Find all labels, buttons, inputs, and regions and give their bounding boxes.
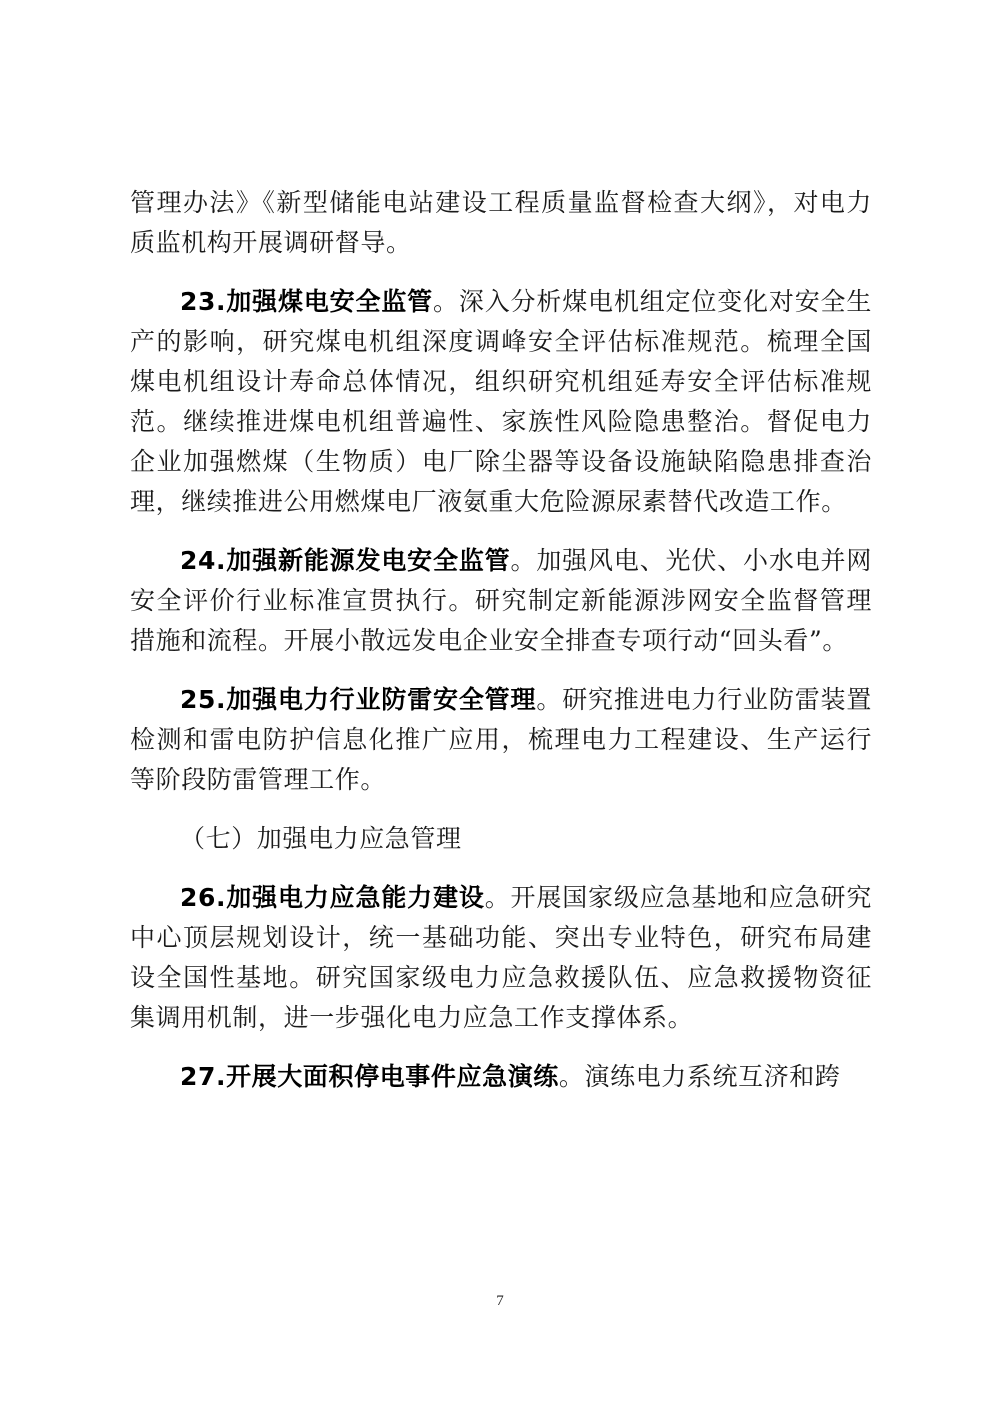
paragraph-title: 25.加强电力行业防雷安全管理 bbox=[180, 685, 537, 714]
paragraph-26 bbox=[130, 878, 872, 1038]
paragraph-text: 。深入分析煤电机组定位变化对安全生产的影响，研究煤电机组深度调峰安全评估标准规范。梳理全国煤电机组设计寿命总体情况，组织研究机组延寿安全评估标准规范。继续推进煤电机组普遍性、家族性风险隐患整治。督促电力企业加强燃煤（生物质）电厂除尘器等设备设施缺陷隐患排查治理，继续推进公用燃煤电厂液氨重大危险源尿素替代改造工作。 bbox=[130, 287, 872, 516]
paragraph-text: 。加强风电、光伏、小水电并网安全评价行业标准宣贯执行。研究制定新能源涉网安全监督管理措施和流程。开展小散远发电企业安全排查专项行动“回头看”。 bbox=[130, 546, 872, 655]
paragraph-27 bbox=[130, 1057, 872, 1097]
paragraph-text: 。开展国家级应急基地和应急研究中心顶层规划设计，统一基础功能、突出专业特色，研究布局建设全国性基地。研究国家级电力应急救援队伍、应急救援物资征集调用机制，进一步强化电力应急工作支撑体系。 bbox=[130, 883, 872, 1032]
page-body bbox=[130, 183, 872, 1116]
paragraph-continuation bbox=[130, 183, 872, 263]
paragraph-title: 24.加强新能源发电安全监管 bbox=[180, 546, 511, 575]
paragraph-text: 。演练电力系统互济和跨 bbox=[558, 1062, 841, 1091]
paragraph-25 bbox=[130, 680, 872, 800]
page-number: 7 bbox=[496, 1293, 504, 1309]
paragraph-23 bbox=[130, 282, 872, 522]
paragraph-title: 26.加强电力应急能力建设 bbox=[180, 883, 485, 912]
paragraph-text: 。研究推进电力行业防雷装置检测和雷电防护信息化推广应用，梳理电力工程建设、生产运行等阶段防雷管理工作。 bbox=[130, 685, 872, 794]
paragraph-title: 23.加强煤电安全监管 bbox=[180, 287, 434, 316]
paragraph-text: 管理办法》《新型储能电站建设工程质量监督检查大纲》，对电力质监机构开展调研督导。 bbox=[130, 188, 872, 257]
section-heading: （七）加强电力应急管理 bbox=[180, 824, 462, 853]
paragraph-title: 27.开展大面积停电事件应急演练 bbox=[180, 1062, 559, 1091]
paragraph-24 bbox=[130, 541, 872, 661]
